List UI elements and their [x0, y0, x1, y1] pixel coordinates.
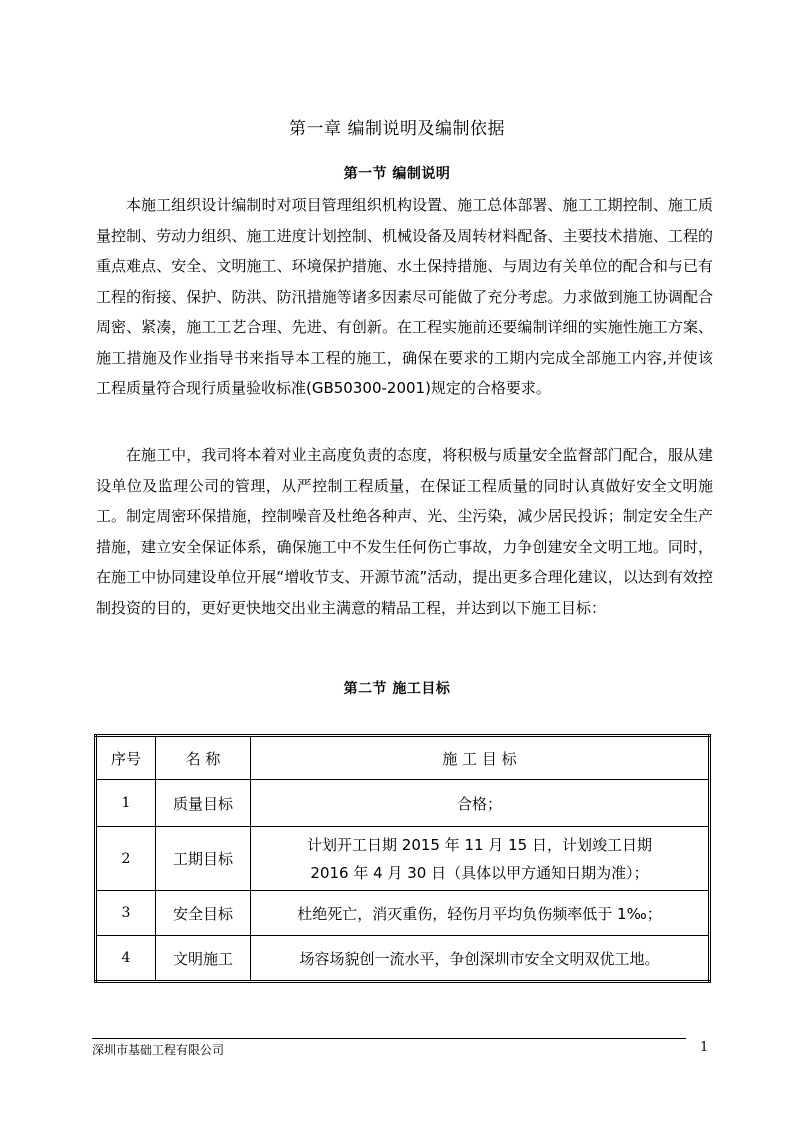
paragraph-1: 本施工组织设计编制时对项目管理组织机构设置、施工总体部署、施工工期控制、施工质量控制、劳动力组织、施工进度计划控制、机械设备及周转材料配备、主要技术措施、工程的重点难点、安全、文明施工、环境保护措施、水土保持措施、与周边有关单位的配合和与已有工程的衔接、保护、防洪、防汛措施等诸多因素尽可能做了充分考虑。力求做到施工协调配合周密、紧凑，施工工艺合理、先进、有创新。在工程实施前还要编制详细的实施性施工方案、施工措施及作业指导书来指导本工程的施工，确保在要求的工期内完成全部施工内容,并使该工程质量符合现行质量验收标准(GB50300-2001)规定的合格要求。 [96, 196, 713, 397]
row-no: 1 [96, 780, 156, 827]
row-no: 2 [96, 827, 156, 891]
table-row [96, 780, 710, 827]
row-no: 4 [96, 936, 156, 982]
row-target-line-2: 2016 年 4 月 30 日（具体以甲方通知日期为准）； [310, 863, 649, 882]
row-name: 质量目标 [156, 780, 251, 827]
section-title-1: 第一节 编制说明 [343, 166, 451, 182]
page-number: 1 [700, 1040, 709, 1055]
row-target: 合格； [251, 780, 710, 827]
table-row [96, 936, 710, 982]
paragraph-2: 在施工中，我司将本着对业主高度负责的态度，将积极与质量安全监督部门配合，服从建设单位及监理公司的管理，从严控制工程质量，在保证工程质量的同时认真做好安全文明施工。制定周密环保措施，控制噪音及杜绝各种声、光、尘污染，减少居民投诉；制定安全生产措施，建立安全保证体系，确保施工中不发生任何伤亡事故，力争创建安全文明工地。同时，在施工中协同建设单位开展“增收节支、开源节流”活动，提出更多合理化建议，以达到有效控制投资的目的，更好更快地交出业主满意的精品工程，并达到以下施工目标： [96, 446, 713, 617]
row-name: 文明施工 [156, 936, 251, 982]
row-name: 工期目标 [156, 827, 251, 891]
row-no: 3 [96, 891, 156, 936]
table-header-row [96, 736, 710, 780]
row-name: 安全目标 [156, 891, 251, 936]
header-target: 施 工 目 标 [251, 736, 710, 780]
table-row [96, 827, 710, 891]
row-target: 杜绝死亡，消灭重伤，轻伤月平均负伤频率低于 1‰； [251, 891, 710, 936]
footer-company: 深圳市基础工程有限公司 [92, 1043, 225, 1057]
row-target-line-1: 计划开工日期 2015 年 11 月 15 日，计划竣工日期 [307, 835, 652, 854]
header-no: 序号 [96, 736, 156, 780]
footer-divider [92, 1038, 686, 1039]
row-target [251, 827, 710, 891]
chapter-title: 第一章 编制说明及编制依据 [289, 119, 505, 139]
row-target: 场容场貌创一流水平，争创深圳市安全文明双优工地。 [251, 936, 710, 982]
section-title-2: 第二节 施工目标 [343, 681, 451, 697]
header-name: 名 称 [156, 736, 251, 780]
table-row [96, 891, 710, 936]
goals-table [94, 734, 711, 983]
